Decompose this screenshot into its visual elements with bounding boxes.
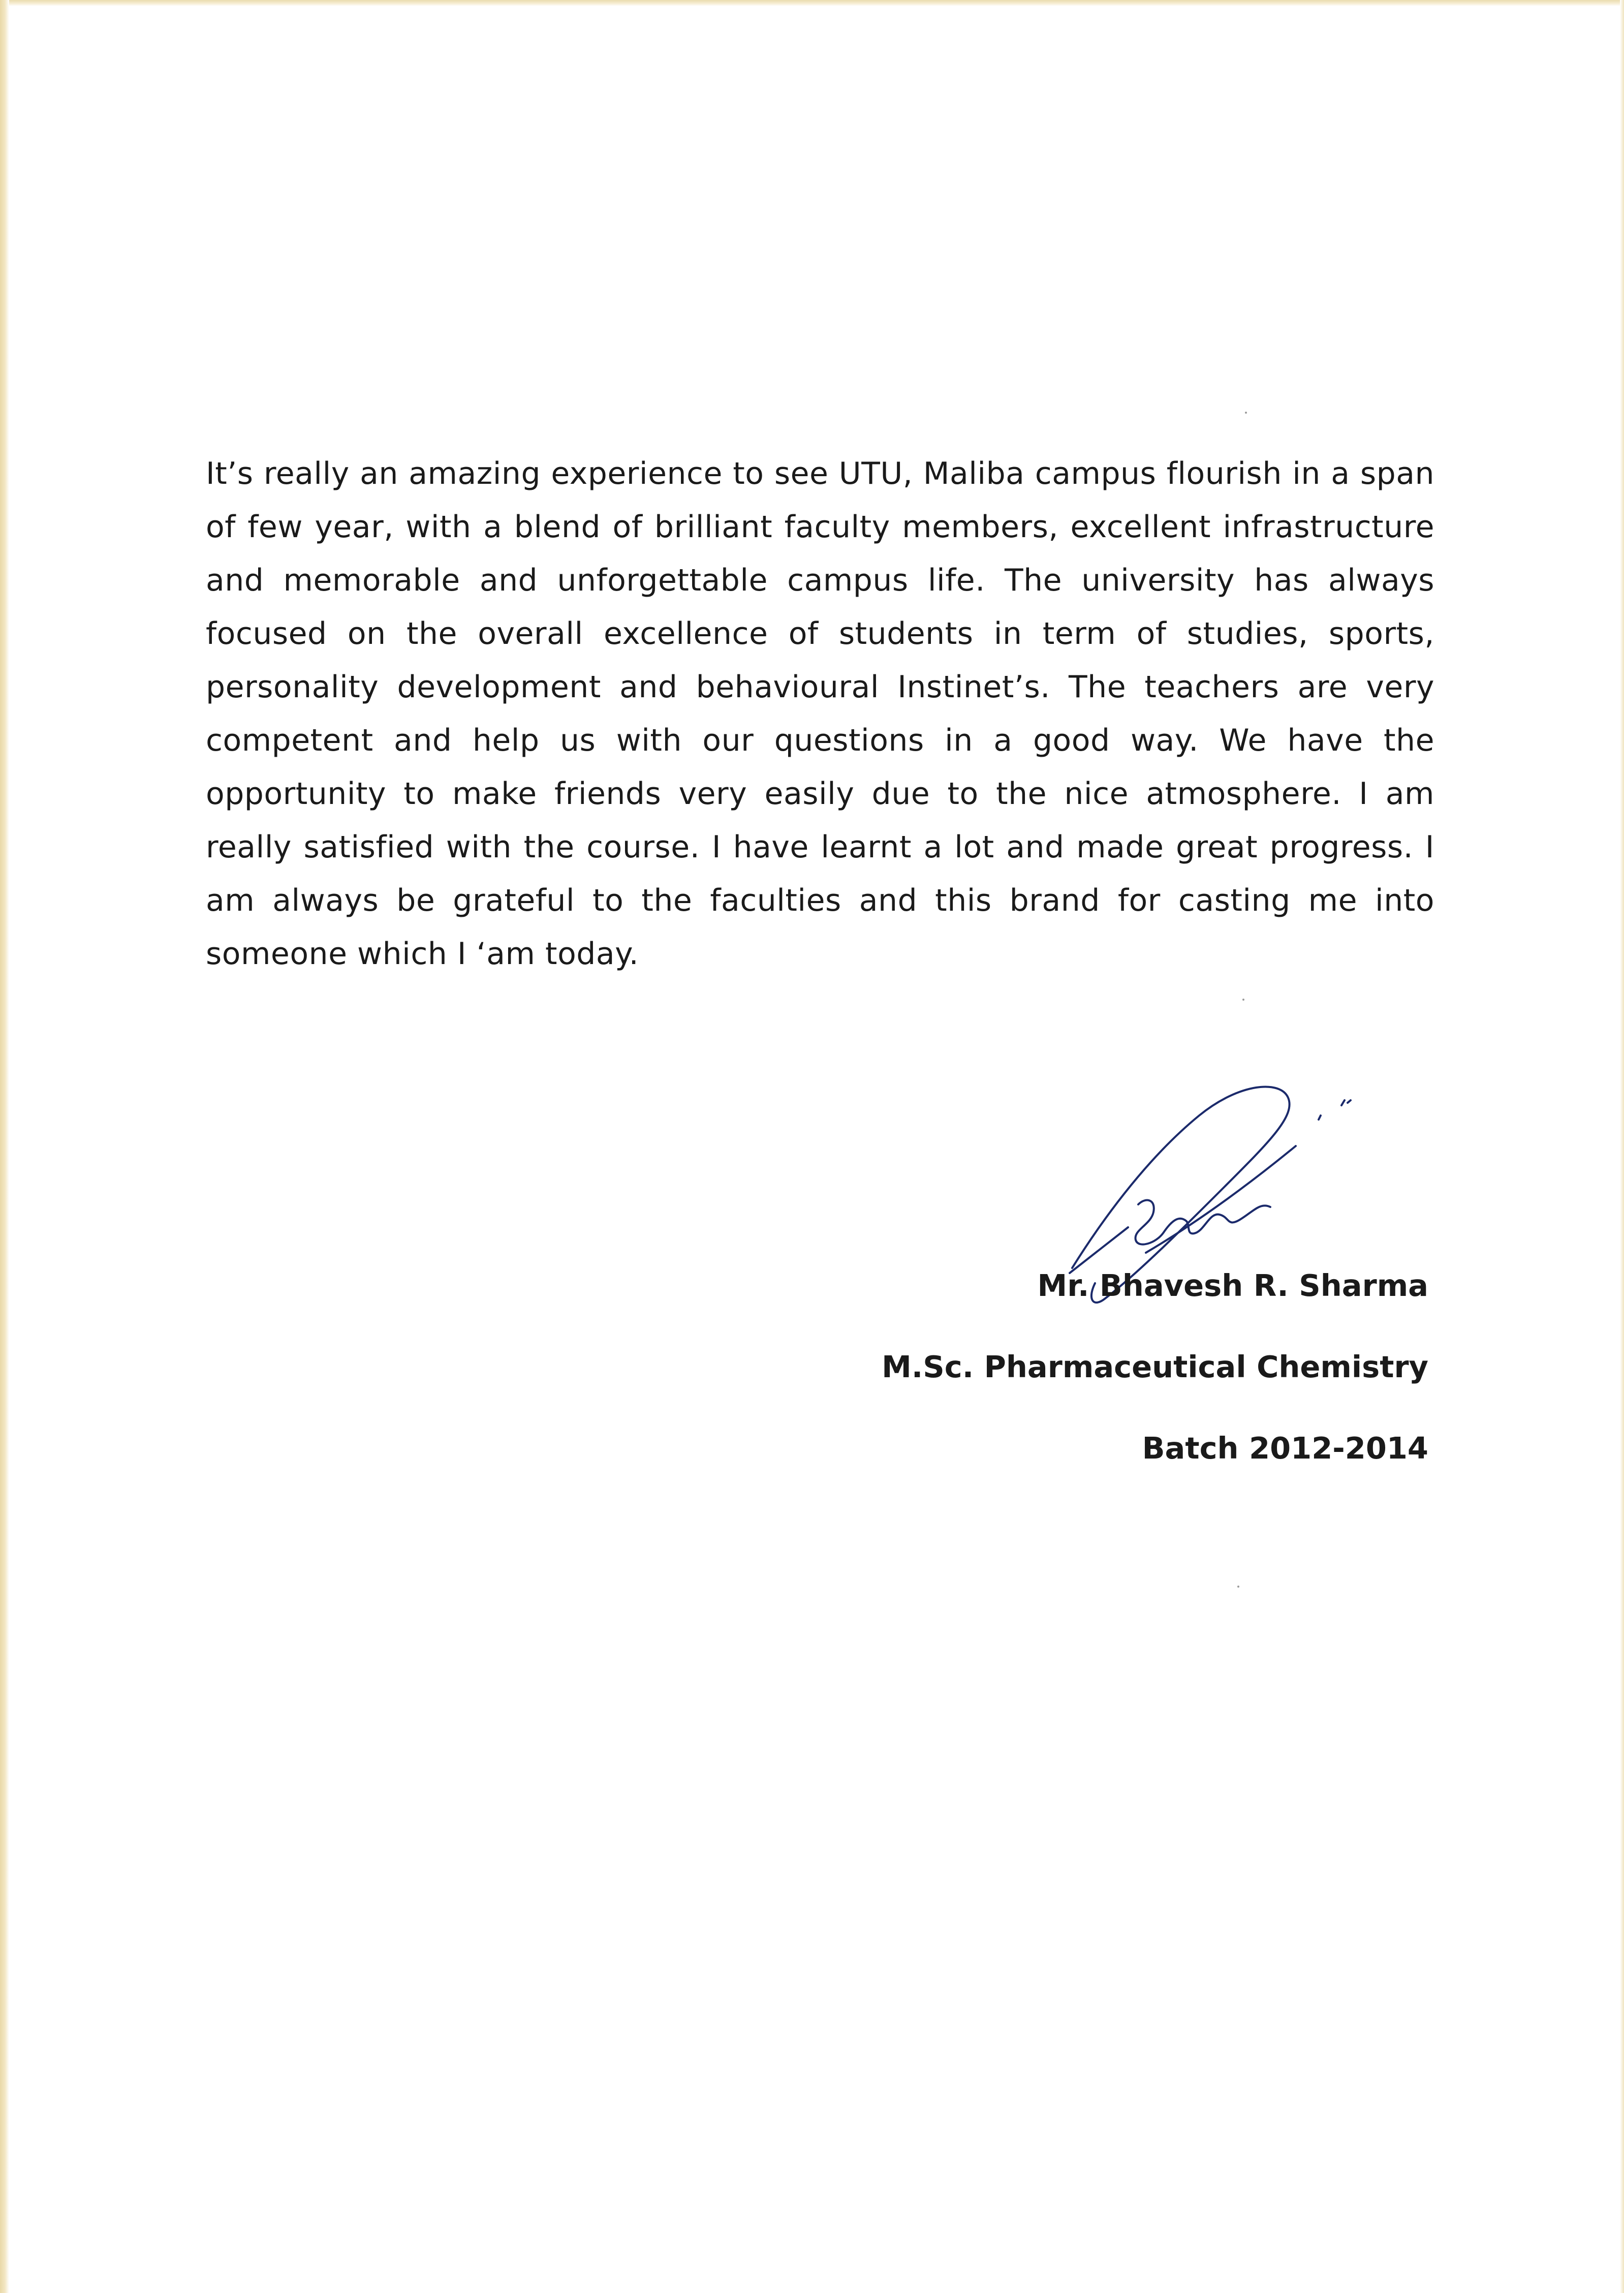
signature-block (882, 1265, 1428, 1469)
scan-speck (1237, 1586, 1239, 1588)
paper-edge-top (0, 0, 1624, 6)
paper-edge-right (1620, 0, 1624, 2293)
paper-edge-left (0, 0, 9, 2293)
testimonial-paragraph: It’s really an amazing experience to see UTU, Maliba campus flourish in a span of few year, with a blend of brilliant faculty members, excellent infrastructure and memorable and unforgettable campus life. The university has always focused on the overall excellence of students in term of studies, sports, personality development and behavioural Instinet’s. The teachers are very competent and help us with our questions in a good way. We have the opportunity to make friends very easily due to the nice atmosphere. I am really satisfied with the course. I have learnt a lot and made great progress. I am always be grateful to the faculties and this brand for casting me into someone which I ‘am today. (206, 456, 1434, 972)
scan-speck (1245, 412, 1247, 414)
scan-speck (1242, 999, 1244, 1001)
signatory-name: Mr. Bhavesh R. Sharma (1037, 1268, 1428, 1303)
signatory-course: M.Sc. Pharmaceutical Chemistry (882, 1349, 1428, 1384)
signatory-batch: Batch 2012-2014 (1142, 1431, 1428, 1466)
